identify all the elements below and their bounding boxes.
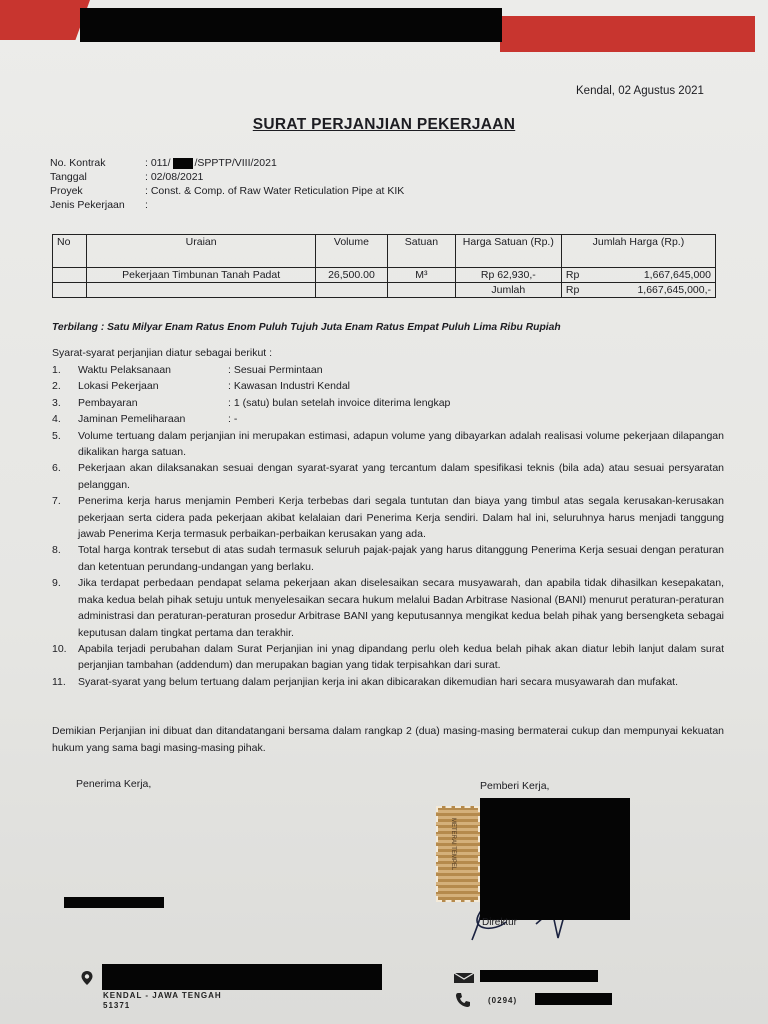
signature-label-employer: Pemberi Kerja, (480, 780, 550, 792)
amount-in-words: Terbilang : Satu Milyar Enam Ratus Enom Puluh Tujuh Juta Enam Ratus Empat Puluh Lima Ribu Rupiah (52, 322, 561, 333)
list-item: 8. Total harga kontrak tersebut di atas sudah termasuk seluruh pajak-pajak yang harus ditanggung Penerima Kerja sesuai dengan peraturan dan ketentuan perundang-undangan yang berlaku. (52, 544, 724, 573)
meta-value: : 02/08/2021 (145, 171, 204, 183)
work-items-table (52, 234, 716, 298)
footer-postal-code: 51371 (103, 1001, 131, 1010)
redacted-address (102, 964, 382, 990)
meta-row-date (50, 170, 404, 184)
signature-label-recipient: Penerima Kerja, (76, 778, 152, 790)
cell-harga-satuan: Rp 62,930,- (455, 268, 561, 283)
letterhead-band-right (500, 16, 755, 52)
header-no: No (53, 235, 87, 268)
phone-icon (455, 992, 471, 1008)
list-item: 10. Apabila terjadi perubahan dalam Surat Perjanjian ini ynag dipandang perlu oleh kedua belah pihak akan diatur lebih lanjut dalam surat perjanjian tambahan (addendum) dan merupakan bagian yang tidak terpisahkan dari surat. (52, 642, 724, 672)
list-item: 7. Penerima kerja harus menjamin Pemberi Kerja terbebas dari segala tuntutan dan biaya yang timbul atas segala kerusakan-kerusakan pekerjaan serta cidera pada pekerjaan akibat kelalaian dari Penerima Kerja sendiri. Dalam hal ini, seluruhnya harus menjadi tanggung jawab Penerima Kerja termasuk perbaikan-perbaikan kerusakan yang ada. (52, 495, 724, 541)
list-item: 6. Pekerjaan akan dilaksanakan sesuai dengan syarat-syarat yang tercantum dalam spesifikasi teknis (bila ada) atau sesuai persyaratan pelanggan. (52, 462, 724, 491)
terms-intro: Syarat-syarat perjanjian diatur sebagai berikut : (52, 347, 273, 359)
meta-value-prefix: : 011/ (145, 157, 171, 169)
redacted-company-name (80, 8, 502, 42)
contract-meta (50, 156, 404, 212)
list-item: 9. Jika terdapat perbedaan pendapat selama pekerjaan akan diselesaikan secara musyawarah, dan apabila tidak dihasilkan kesepakatan, maka kedua belah pihak setuju untuk menyelesaikan secara hukum melalui Badan Arbitrase Nasional (BANI) menurut peraturan-peraturan administrasi dan peraturan-peraturan prosedur Arbitrase BANI yang keputusannya mengikat kedua belah pihak yang bersengketa sebagai keputusan dalam tingkat pertama dan terakhir. (52, 577, 724, 639)
cell-no (53, 268, 87, 283)
table-row (53, 268, 716, 283)
list-item: 2. Lokasi Pekerjaan : Kawasan Industri Kendal (52, 380, 350, 393)
meta-label: Tanggal (50, 171, 87, 183)
header-jumlah-harga: Jumlah Harga (Rp.) (561, 235, 715, 268)
redacted-recipient-name (64, 897, 164, 908)
duty-stamp: METERAI TEMPEL (436, 806, 480, 902)
location-pin-icon (80, 970, 94, 986)
letterhead-band-left (0, 0, 90, 40)
meta-row-project (50, 184, 404, 198)
header-volume: Volume (315, 235, 387, 268)
terms-list (52, 362, 724, 690)
redacted-phone (535, 993, 612, 1005)
amount: 1,667,645,000,- (637, 284, 711, 296)
meta-row-work-type (50, 198, 404, 212)
redacted-contract-number (173, 158, 193, 169)
envelope-icon (453, 972, 475, 984)
cell-volume: 26,500.00 (315, 268, 387, 283)
meta-value: : Const. & Comp. of Raw Water Reticulation Pipe at KIK (145, 185, 405, 197)
meta-label: Jenis Pekerjaan (50, 199, 125, 211)
meta-label: Proyek (50, 185, 83, 197)
list-item: 1. Waktu Pelaksanaan : Sesuai Permintaan (52, 364, 323, 376)
header-satuan: Satuan (388, 235, 456, 268)
redacted-email (480, 970, 598, 982)
currency: Rp (565, 269, 580, 281)
table-header-row (53, 235, 716, 268)
total-label: Jumlah (455, 283, 561, 298)
letter-date: Kendal, 02 Agustus 2021 (576, 85, 704, 97)
cell-satuan: M³ (388, 268, 456, 283)
amount: 1,667,645,000 (643, 269, 711, 281)
meta-row-contract-no (50, 156, 404, 170)
header-harga-satuan: Harga Satuan (Rp.) (455, 235, 561, 268)
meta-value-suffix: /SPPTP/VIII/2021 (194, 157, 277, 169)
cell-uraian: Pekerjaan Timbunan Tanah Padat (87, 268, 315, 283)
cell-total (561, 283, 715, 298)
table-total-row (53, 283, 716, 298)
meta-label: No. Kontrak (50, 157, 106, 169)
redacted-signature (480, 798, 630, 920)
document-title: SURAT PERJANJIAN PEKERJAAN (252, 116, 516, 133)
list-item: 3. Pembayaran : 1 (satu) bulan setelah invoice diterima lengkap (52, 396, 451, 409)
list-item: 5. Volume tertuang dalam perjanjian ini merupakan estimasi, adapun volume yang dibayarkan adalah realisasi volume pekerjaan dilapangan dikalikan harga satuan. (52, 429, 724, 459)
list-item: 11. Syarat-syarat yang belum tertuang dalam perjanjian kerja ini akan dibicarakan dikemudian hari secara musyawarah dan mufakat. (52, 675, 678, 688)
footer-phone-prefix: (0294) (488, 996, 518, 1005)
signatory-title: Direktur (482, 917, 518, 928)
meta-value: : (145, 199, 148, 211)
cell-jumlah-harga (561, 268, 715, 283)
currency: Rp (565, 284, 580, 296)
closing-paragraph: Demikian Perjanjian ini dibuat dan ditandatangani bersama dalam rangkap 2 (dua) masing-masing bermaterai cukup dan mempunyai kekuatan hukum yang sama bagi masing-masing pihak. (52, 725, 724, 754)
header-uraian: Uraian (87, 235, 315, 268)
footer-city: KENDAL - JAWA TENGAH (103, 991, 222, 1000)
list-item: 4. Jaminan Pemeliharaan : - (52, 413, 238, 426)
